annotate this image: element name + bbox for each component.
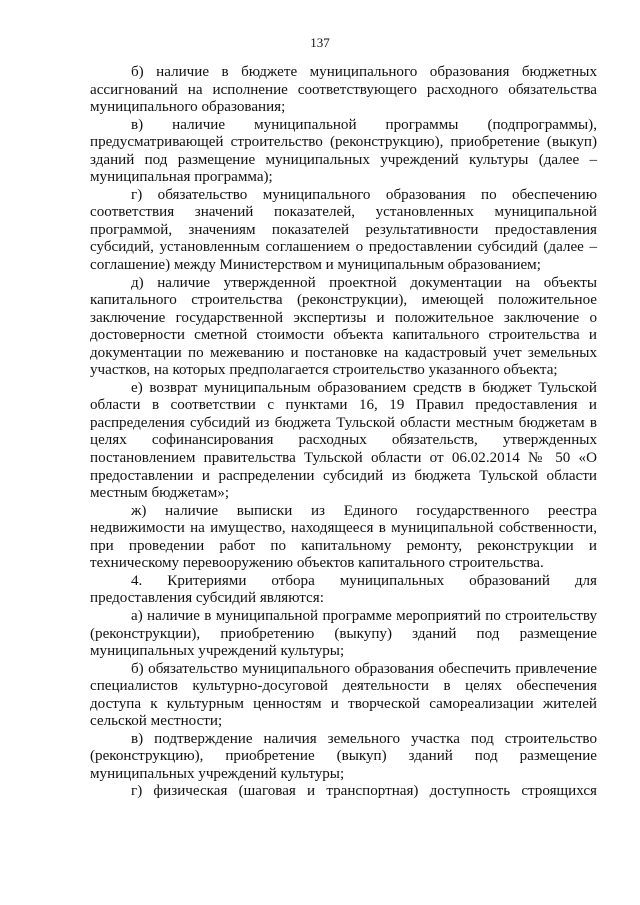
paragraph-item-v-program: в) наличие муниципальной программы (подпрограммы), предусматривающей строительство (реконструкцию), приобретение (выкуп) зданий под размещение муниципальных учреждений культуры (далее – муниципальная программа); [90,116,597,186]
paragraph-criteria-v: в) подтверждение наличия земельного участка под строительство (реконструкцию), приобретение (выкуп) зданий под размещение муниципальных учреждений культуры; [90,730,597,782]
paragraph-criteria-g: г) физическая (шаговая и транспортная) доступность строящихся [131,783,597,800]
paragraph-item-e-refund: е) возврат муниципальным образованием средств в бюджет Тульской области в соответствии с пунктами 16, 19 Правил предоставления и распределения субсидий из бюджета Тульской области местным бюджетам в целях софинансирования расходных обязательств, утвержденных постановлением правительства Тульской области от 06.02.2014 № 50 «О предоставлении и распределении субсидий из бюджета Тульской области местным бюджетам»; [90,379,597,502]
page-number: 137 [310,35,330,50]
paragraph-section-4-criteria: 4. Критериями отбора муниципальных образований для предоставления субсидий являются: [90,572,597,607]
paragraph-criteria-b: б) обязательство муниципального образования обеспечить привлечение специалистов культурно-досуговой деятельности в целях обеспечения доступа к культурным ценностям и творческой самореализации жителей сельской местности; [90,660,597,730]
document-body [90,64,597,801]
paragraph-item-g-obligation: г) обязательство муниципального образования по обеспечению соответствия значений показателей, установленных муниципальной программой, значениям показателей результативности предоставления субсидий, установленным соглашением о предоставлении субсидий (далее – соглашение) между Министерством и муниципальным образованием; [90,186,597,274]
paragraph-item-zh-extract: ж) наличие выписки из Единого государственного реестра недвижимости на имущество, находящееся в муниципальной собственности, при проведении работ по капитальному ремонту, реконструкции и техническому перевооружению объектов капитального строительства. [90,502,597,572]
paragraph-criteria-a: а) наличие в муниципальной программе мероприятий по строительству (реконструкции), приобретению (выкупу) зданий под размещение муниципальных учреждений культуры; [90,607,597,660]
paragraph-item-b-budget: б) наличие в бюджете муниципального образования бюджетных ассигнований на исполнение соответствующего расходного обязательства муниципального образования; [90,64,597,116]
paragraph-item-d-documentation: д) наличие утвержденной проектной документации на объекты капитального строительства (реконструкции), имеющей положительное заключение государственной экспертизы и положительное заключение о достоверности сметной стоимости объекта капитального строительства и документации по межеванию и постановке на кадастровый учет земельных участков, на которых предполагается строительство указанного объекта; [90,274,597,379]
